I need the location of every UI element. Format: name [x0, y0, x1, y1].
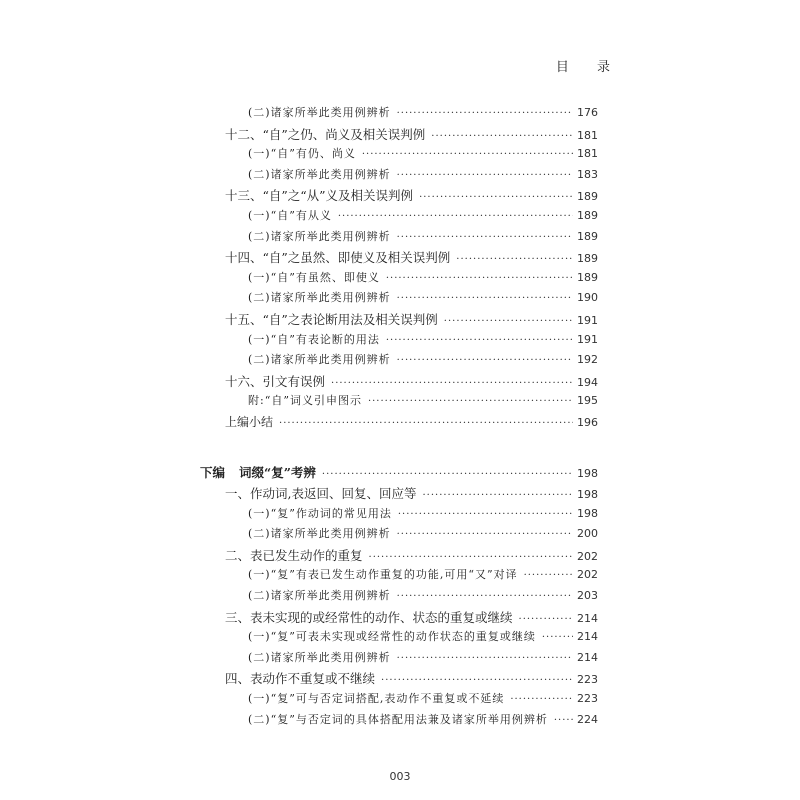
- toc-entry-label: (一)“复”可与否定词搭配,表动作不重复或不延续: [248, 692, 505, 706]
- toc-dot-leader: [397, 591, 573, 602]
- toc-entry[interactable]: [225, 372, 598, 392]
- toc-page-number: 181: [577, 128, 598, 142]
- toc-page-number: 176: [577, 106, 598, 119]
- toc-entry-label: (一)“复”有表已发生动作重复的功能,可用“又”对译: [248, 568, 518, 582]
- toc-entry-label: (一)“自”有虽然、即使义: [248, 270, 380, 284]
- toc-subentry[interactable]: [248, 166, 598, 186]
- toc-part-heading[interactable]: [200, 463, 598, 483]
- toc-entry-label: (二)诸家所举此类用例辨析: [248, 650, 391, 664]
- toc-subentry[interactable]: [248, 690, 598, 710]
- toc-entry-label: (一)“复”可表未实现或经常性的动作状态的重复或继续: [248, 630, 536, 644]
- toc-entry-label: 一、作动词,表返回、回复、回应等: [225, 486, 417, 502]
- toc-dot-leader: [419, 192, 573, 203]
- toc-page-number: 190: [577, 291, 598, 305]
- toc-page-number: 203: [577, 589, 598, 603]
- toc-dot-leader: [431, 131, 573, 142]
- toc-dot-leader: [524, 570, 573, 581]
- toc-page-number: 192: [577, 353, 598, 367]
- toc-subentry[interactable]: [248, 289, 598, 309]
- toc-dot-leader: [397, 232, 573, 243]
- toc-dot-leader: [456, 254, 573, 265]
- toc-page-number: 183: [577, 167, 598, 181]
- toc-dot-leader: [397, 293, 573, 304]
- toc-subentry[interactable]: [248, 711, 598, 731]
- toc-entry-label: 十二、“自”之仍、尚义及相关误判例: [225, 126, 426, 142]
- toc-dot-leader: [397, 170, 573, 181]
- toc-page-number: 200: [577, 527, 598, 541]
- toc-page-number: 195: [577, 394, 598, 408]
- toc-subentry[interactable]: [248, 505, 598, 525]
- page-number: 003: [389, 770, 411, 783]
- toc-entry-label: 十五、“自”之表论断用法及相关误判例: [225, 312, 438, 327]
- toc-page-number: 198: [577, 506, 598, 520]
- toc-entry[interactable]: [225, 248, 598, 268]
- toc-subentry[interactable]: [248, 269, 598, 289]
- toc-entry-label: [200, 463, 322, 481]
- toc-dot-leader: [322, 469, 573, 480]
- toc-entry-label: (一)“自”有表论断的用法: [248, 332, 380, 346]
- toc-subentry[interactable]: [248, 145, 598, 165]
- toc-entry-label: 十三、“自”之“从”义及相关误判例: [225, 188, 414, 204]
- toc-entry-label: (二)诸家所举此类用例辨析: [248, 291, 391, 305]
- toc-entry-label: 附:“自”词义引申图示: [248, 394, 362, 408]
- toc-dot-leader: [444, 316, 573, 327]
- toc-subentry[interactable]: [248, 525, 598, 545]
- toc-dot-leader: [422, 490, 573, 501]
- toc-entry-label: (二)诸家所举此类用例辨析: [248, 167, 391, 181]
- toc-dot-leader: [398, 509, 573, 520]
- toc-entry-label: 二、表已发生动作的重复: [225, 547, 363, 563]
- toc-entry-label: (一)“自”有从义: [248, 209, 332, 222]
- toc-subentry[interactable]: [248, 566, 598, 586]
- toc-entry-label: 十六、引文有误例: [225, 373, 326, 389]
- toc-entry-label: (二)诸家所举此类用例辨析: [248, 229, 391, 243]
- toc-entry-label: (二)诸家所举此类用例辨析: [248, 527, 391, 541]
- toc-entry[interactable]: [225, 484, 598, 504]
- toc-dot-leader: [279, 418, 573, 429]
- toc-entry-label: 十四、“自”之虽然、即使义及相关误判例: [225, 250, 451, 266]
- toc-dot-leader: [397, 108, 573, 119]
- toc-subentry[interactable]: [248, 207, 598, 227]
- toc-entry[interactable]: [225, 669, 598, 689]
- toc-dot-leader: [338, 211, 573, 222]
- toc-entry-label: (一)“自”有仍、尚义: [248, 147, 356, 161]
- toc-dot-leader: [542, 632, 573, 643]
- toc-subentry[interactable]: [248, 228, 598, 248]
- toc-page-number: 198: [577, 488, 598, 502]
- toc-page-number: 181: [577, 147, 598, 161]
- toc-page-number: 189: [577, 190, 598, 204]
- toc-subentry[interactable]: [248, 649, 598, 669]
- toc-page-number: 202: [577, 568, 598, 582]
- toc-page-number: 189: [577, 229, 598, 243]
- toc-dot-leader: [386, 335, 573, 346]
- toc-subentry[interactable]: [248, 351, 598, 371]
- toc-page-number: 202: [577, 549, 598, 563]
- toc-subentry[interactable]: [248, 587, 598, 607]
- toc-entry-label: (二)诸家所举此类用例辨析: [248, 589, 391, 603]
- toc-page-number: 194: [577, 375, 598, 389]
- toc-page-number: 196: [577, 416, 598, 429]
- toc-page-number: 223: [577, 692, 598, 706]
- toc-subentry[interactable]: [248, 628, 598, 648]
- toc-entry[interactable]: [225, 125, 598, 145]
- toc-entry-label: (二)“复”与否定词的具体搭配用法兼及诸家所举用例辨析: [248, 712, 548, 726]
- toc-entry[interactable]: [225, 186, 598, 206]
- toc-entry-label: (二)诸家所举此类用例辨析: [248, 353, 391, 367]
- toc-dot-leader: [519, 614, 573, 625]
- toc-page-number: 189: [577, 209, 598, 222]
- toc-dot-leader: [510, 694, 573, 705]
- toc-part-title: 词缀“复”考辨: [239, 465, 316, 481]
- toc-page-number: 198: [577, 467, 598, 481]
- toc-dot-leader: [397, 529, 573, 540]
- toc-dot-leader: [397, 355, 573, 366]
- toc-dot-leader: [554, 715, 573, 726]
- toc-dot-leader: [397, 653, 573, 664]
- toc-entry[interactable]: [225, 546, 598, 566]
- toc-entry-label: 四、表动作不重复或不继续: [225, 671, 376, 687]
- toc-dot-leader: [331, 378, 573, 389]
- toc-page-number: 189: [577, 252, 598, 266]
- running-header: 目 录: [555, 60, 622, 75]
- toc-entry[interactable]: [225, 310, 598, 330]
- toc-page-number: 224: [577, 712, 598, 726]
- toc-entry-label: 上编小结: [225, 415, 274, 429]
- toc-dot-leader: [368, 396, 573, 407]
- toc-subentry[interactable]: [248, 331, 598, 351]
- toc-page-number: 214: [577, 630, 598, 644]
- toc-entry-label: (一)“复”作动词的常见用法: [248, 506, 392, 520]
- toc-page-number: 223: [577, 673, 598, 687]
- toc-dot-leader: [369, 552, 573, 563]
- toc-entry-label: (二)诸家所举此类用例辨析: [248, 106, 391, 119]
- toc-dot-leader: [381, 675, 573, 686]
- toc-entry[interactable]: [225, 413, 598, 433]
- toc-part-tag: 下编: [200, 465, 226, 481]
- toc-entry[interactable]: [225, 608, 598, 628]
- toc-subentry[interactable]: [248, 392, 598, 412]
- toc-page-number: 189: [577, 270, 598, 284]
- toc-page-number: 191: [577, 332, 598, 346]
- toc-entry-label: 三、表未实现的或经常性的动作、状态的重复或继续: [225, 609, 513, 625]
- toc-page-number: 191: [577, 314, 598, 327]
- toc-dot-leader: [362, 149, 573, 160]
- toc-page-number: 214: [577, 611, 598, 625]
- toc-dot-leader: [386, 273, 573, 284]
- toc-subentry[interactable]: [248, 104, 598, 124]
- toc-page-number: 214: [577, 650, 598, 664]
